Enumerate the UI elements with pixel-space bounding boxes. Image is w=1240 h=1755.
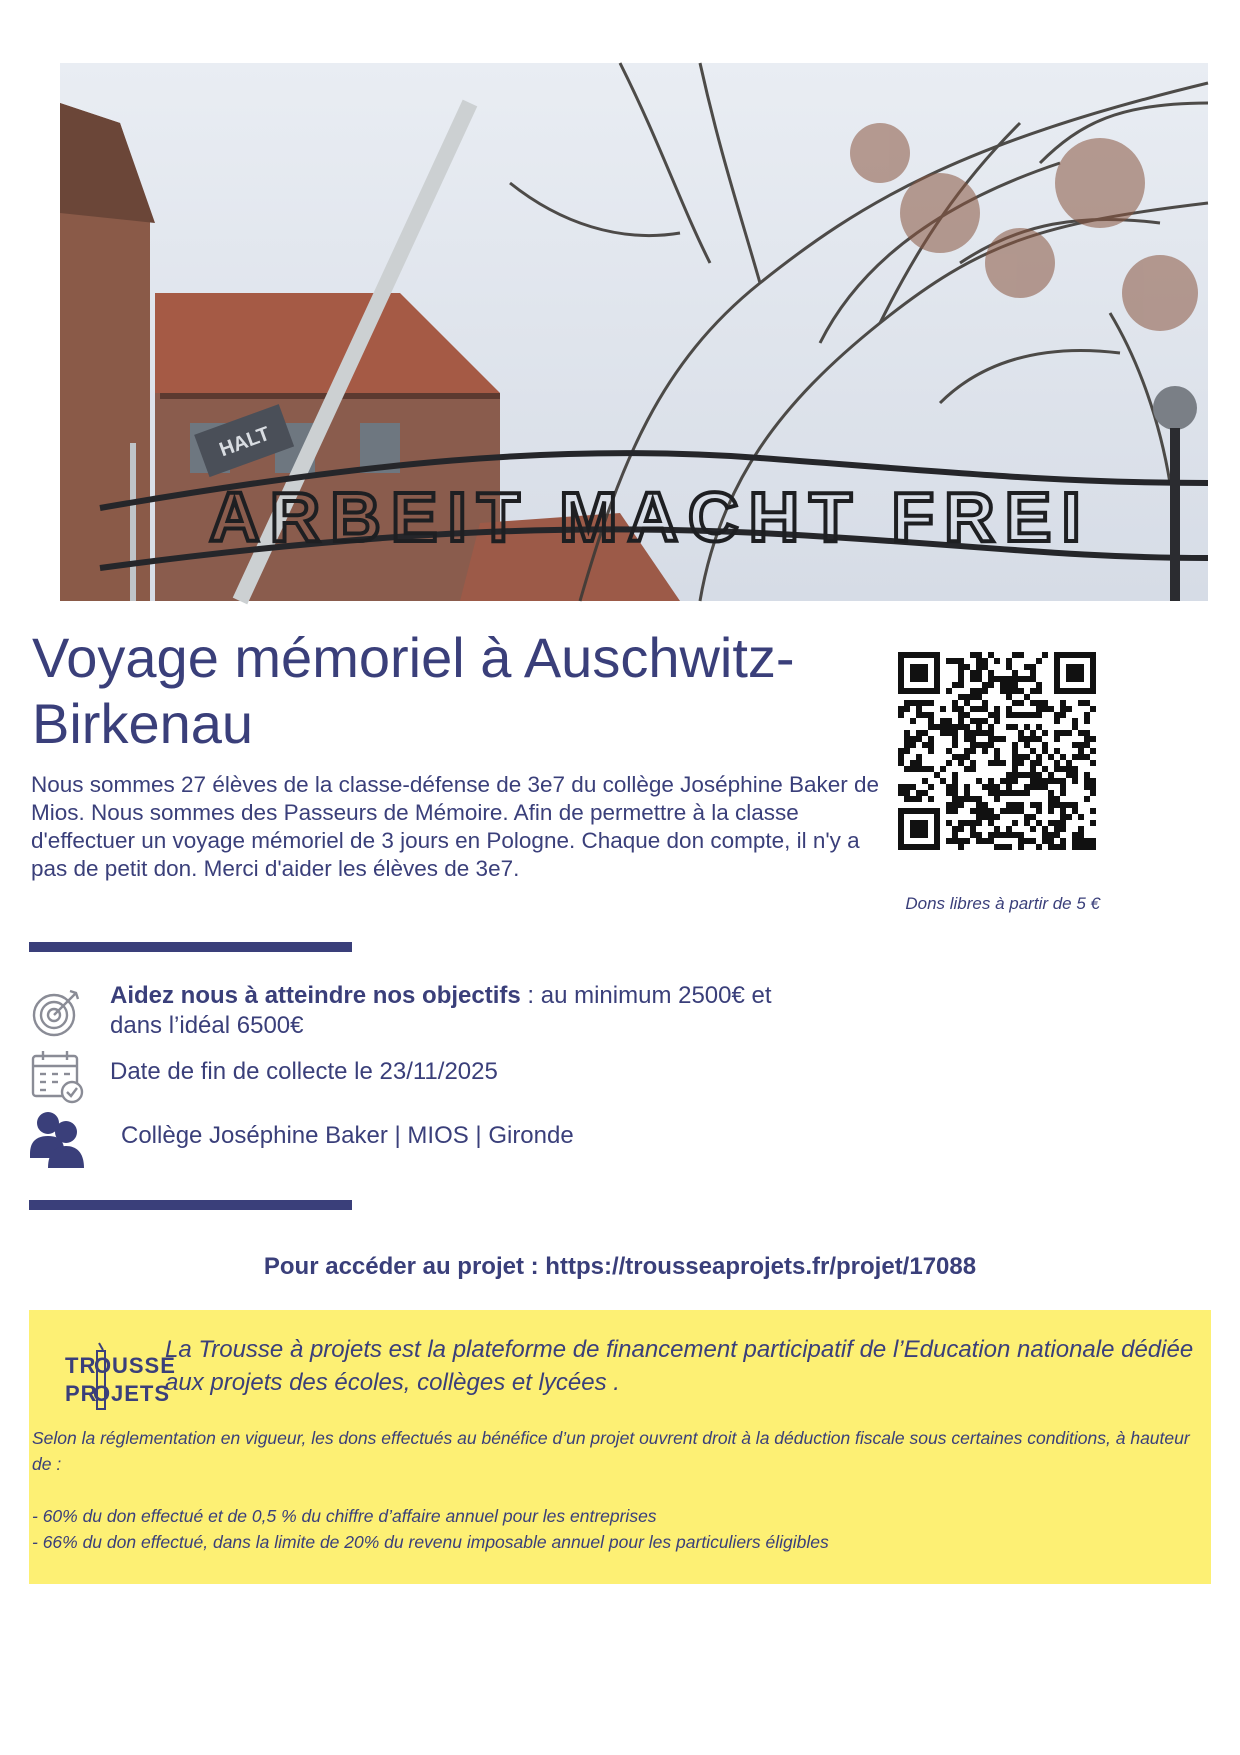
target-icon [30,985,84,1039]
legal-item-individuals: - 66% du don effectué, dans la limite de 20% du revenu imposable annuel pour les particuliers éligibles [32,1532,829,1552]
project-link[interactable]: Pour accéder au projet : https://trousseaprojets.fr/projet/17088 [263,1253,977,1280]
svg-text:USSE: USSE [112,1353,176,1378]
legal-intro: Selon la réglementation en vigueur, les dons effectués au bénéfice d’un projet ouvrent droit à la déduction fiscale sous certaines conditions, à hauteur de : [32,1428,1190,1474]
goal-row [30,985,84,1044]
goal-bold: Aidez nous à atteindre nos objectifs [110,982,521,1009]
svg-text:O: O [93,1381,111,1406]
platform-banner [29,1310,1211,1584]
date-row [30,1048,86,1109]
svg-text:O: O [94,1353,112,1378]
svg-text:JETS: JETS [111,1381,171,1406]
goal-rest: : au minimum 2500€ et dans l’idéal 6500€ [110,982,772,1039]
svg-text:TR: TR [65,1353,97,1378]
school-info: Collège Joséphine Baker | MIOS | Gironde [121,1122,574,1149]
platform-description: La Trousse à projets est la plateforme de financement participatif de l’Education nationale dédiée aux projets des écoles, collèges et lycées . [165,1336,1194,1396]
divider-bottom [29,1200,352,1210]
donation-note: Dons libres à partir de 5 € [905,894,1100,913]
people-icon [30,1110,86,1170]
tax-legal-notice [32,1425,1202,1555]
page-title: Voyage mémoriel à Auschwitz-Birkenau [32,626,795,755]
divider-top [29,942,352,952]
qr-code[interactable] [898,652,1096,850]
hero-photo [60,63,1208,601]
school-row [30,1110,86,1175]
end-date: Date de fin de collecte le 23/11/2025 [110,1058,498,1085]
project-description: Nous sommes 27 élèves de la classe-défense de 3e7 du collège Joséphine Baker de Mios. Nous sommes des Passeurs de Mémoire. Afin de permettre à la classe d'effectuer un voyage mémoriel de 3 jours en Pologne. Chaque don compte, il n'y a pas de petit don. Merci d'aider les élèves de 3e7. [31,772,880,881]
goal-text [110,981,830,1041]
halt-sign-text: HALT [216,422,273,462]
svg-text:PR: PR [65,1381,98,1406]
legal-item-companies: - 60% du don effectué et de 0,5 % du chiffre d’affaire annuel pour les entreprises [32,1506,657,1526]
calendar-icon [30,1048,86,1104]
gate-sign-text: ARBEIT MACHT FREI [209,478,1091,556]
trousse-logo [65,1343,176,1413]
